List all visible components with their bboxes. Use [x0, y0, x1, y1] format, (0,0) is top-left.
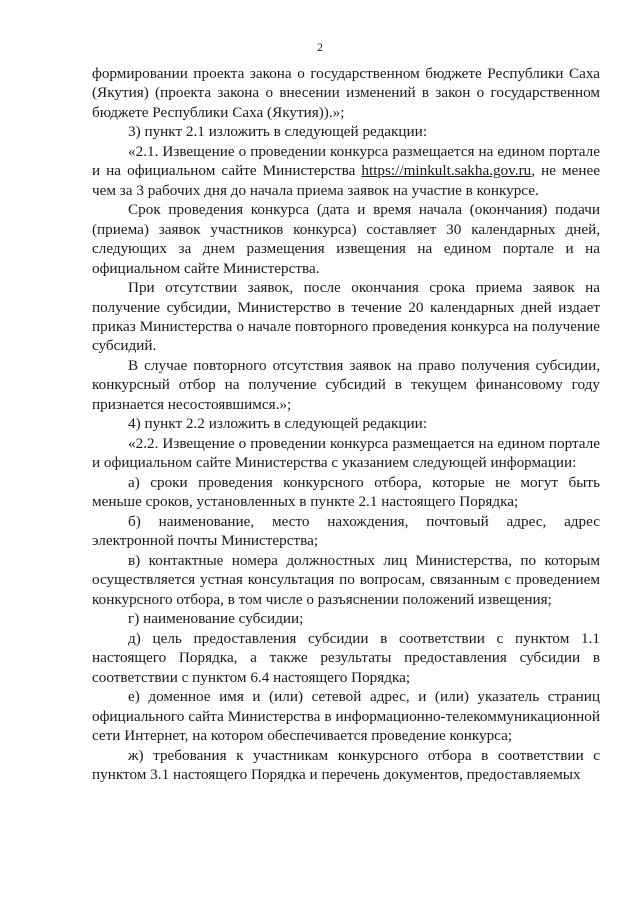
list-item-g: г) наименование субсидии;: [128, 610, 304, 628]
list-item-zh: ж) требования к участникам конкурсного отбора в соответствии с пунктом 3.1 настоящего Порядка и перечень документов, предоставляемых: [92, 746, 600, 784]
clause-2-1-text-end: , не менее чем за 3 рабочих дня до начала приема заявок на участие в конкурсе.: [92, 162, 600, 199]
paragraph-repeated-absence: В случае повторного отсутствия заявок на право получения субсидии, конкурсный отбор на получение субсидий в текущем финансовому году признается несостоявшимся.»;: [92, 357, 600, 413]
page-number: 2: [317, 40, 323, 54]
clause-2-1-text: «2.1. Извещение о проведении конкурса размещается на едином портале и на официальном сайте Министерства: [92, 143, 600, 180]
paragraph-item-3: 3) пункт 2.1 изложить в следующей редакции:: [128, 123, 428, 141]
ministry-website-link[interactable]: https://minkult.sakha.gov.ru: [361, 162, 532, 180]
list-item-e: е) доменное имя и (или) сетевой адрес, и (или) указатель страниц официального сайта Министерства в информационно-телекоммуникационной сети Интернет, на котором обеспечивается проведение конкурса;: [92, 688, 600, 745]
paragraph-clause-2-1: [92, 142, 600, 200]
list-item-d: д) цель предоставления субсидии в соответствии с пунктом 1.1 настоящего Порядка, а также результаты предоставления субсидии в соответствии с пунктом 6.4 настоящего Порядка;: [92, 630, 600, 686]
paragraph-clause-2-2: «2.2. Извещение о проведении конкурса размещается на едином портале и официальном сайте Министерства с указанием следующей информации:: [92, 435, 600, 472]
paragraph-continuation: формировании проекта закона о государственном бюджете Республики Саха (Якутия) (проекта закона о внесении изменений в закон о государственном бюджете Республики Саха (Якутия)).»;: [92, 65, 600, 121]
list-item-a: а) сроки проведения конкурсного отбора, которые не могут быть меньше сроков, установленных в пункте 2.1 настоящего Порядка;: [92, 474, 600, 511]
paragraph-item-4: 4) пункт 2.2 изложить в следующей редакции:: [128, 415, 428, 433]
list-item-b: б) наименование, место нахождения, почтовый адрес, адрес электронной почты Министерства;: [92, 513, 600, 550]
paragraph-competition-term: Срок проведения конкурса (дата и время начала (окончания) подачи (приема) заявок участников конкурса) составляет 30 календарных дней, следующих за днем размещения извещения на едином портале и на официальном сайте Министерства.: [92, 201, 600, 277]
paragraph-no-applications: При отсутствии заявок, после окончания срока приема заявок на получение субсидии, Министерство в течение 20 календарных дней издает приказ Министерства о начале повторного проведения конкурса на получение субсидий.: [92, 279, 600, 355]
document-body: [92, 64, 600, 785]
list-item-v: в) контактные номера должностных лиц Министерства, по которым осуществляется устная консультация по вопросам, связанным с проведением конкурсного отбора, в том числе о разъяснении положений извещения;: [92, 552, 600, 608]
